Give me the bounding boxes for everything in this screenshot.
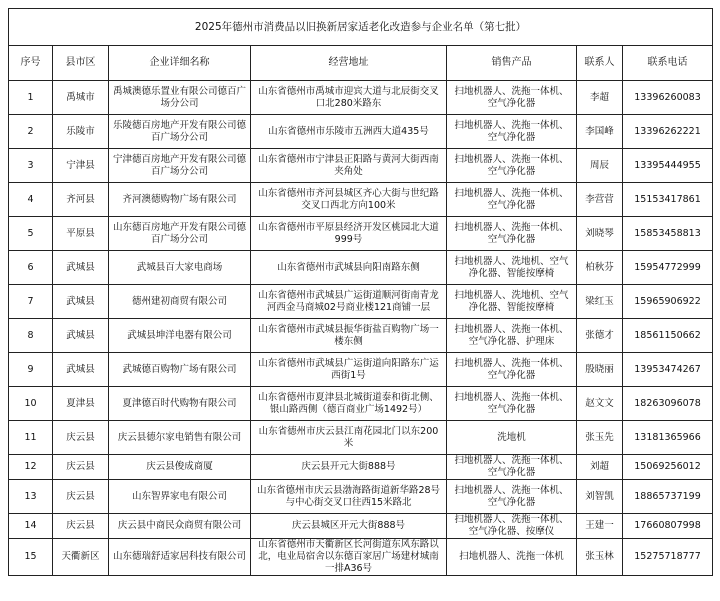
enterprise-list-table (8, 8, 713, 576)
cell-no: 13 (9, 480, 53, 514)
cell-address: 山东省德州市平原县经济开发区桃园北大道999号 (251, 217, 447, 251)
cell-products: 扫地机器人、洗拖一体机、空气净化器 (447, 81, 577, 115)
table-row (9, 251, 713, 285)
cell-company: 山东德百房地产开发有限公司德百广场分公司 (109, 217, 251, 251)
cell-address: 山东省德州市齐河县城区齐心大街与世纪路交叉口西北方向100米 (251, 183, 447, 217)
cell-contact: 王建一 (577, 514, 623, 539)
cell-no: 12 (9, 455, 53, 480)
cell-no: 8 (9, 319, 53, 353)
cell-county: 武城县 (53, 319, 109, 353)
table-row (9, 539, 713, 576)
cell-company: 夏津德百时代购物有限公司 (109, 387, 251, 421)
cell-county: 武城县 (53, 353, 109, 387)
cell-company: 宁津德百房地产开发有限公司德百广场分公司 (109, 149, 251, 183)
cell-contact: 殷晓丽 (577, 353, 623, 387)
cell-county: 武城县 (53, 251, 109, 285)
cell-products: 洗地机 (447, 421, 577, 455)
cell-no: 11 (9, 421, 53, 455)
cell-phone: 15965906922 (623, 285, 713, 319)
header-address: 经营地址 (251, 46, 447, 81)
cell-products: 扫地机器人、洗拖一体机 (447, 539, 577, 576)
cell-no: 9 (9, 353, 53, 387)
table-row (9, 81, 713, 115)
cell-phone: 13395444955 (623, 149, 713, 183)
cell-contact: 李超 (577, 81, 623, 115)
cell-county: 天衢新区 (53, 539, 109, 576)
cell-no: 2 (9, 115, 53, 149)
table-row (9, 514, 713, 539)
cell-county: 庆云县 (53, 421, 109, 455)
header-county: 县市区 (53, 46, 109, 81)
cell-products: 扫地机器人、洗地机、空气净化器、智能按摩椅 (447, 285, 577, 319)
cell-products: 扫地机器人、洗拖一体机、空气净化器 (447, 149, 577, 183)
table-row (9, 115, 713, 149)
title-row (9, 9, 713, 46)
cell-county: 禹城市 (53, 81, 109, 115)
cell-contact: 刘晓琴 (577, 217, 623, 251)
cell-products: 扫地机器人、洗拖一体机、空气净化器 (447, 183, 577, 217)
cell-no: 3 (9, 149, 53, 183)
cell-no: 1 (9, 81, 53, 115)
cell-products: 扫地机器人、洗拖一体机、空气净化器 (447, 387, 577, 421)
cell-address: 庆云县城区开元大街888号 (251, 514, 447, 539)
header-company: 企业详细名称 (109, 46, 251, 81)
table-row (9, 149, 713, 183)
cell-county: 乐陵市 (53, 115, 109, 149)
header-row (9, 46, 713, 81)
cell-phone: 15853458813 (623, 217, 713, 251)
cell-products: 扫地机器人、洗拖一体机、空气净化器、护理床 (447, 319, 577, 353)
cell-address: 山东省德州市天衢新区长河街道东风东路以北，电业局宿舍以东德百家居广场建材城南一排A36号 (251, 539, 447, 576)
header-products: 销售产品 (447, 46, 577, 81)
cell-products: 扫地机器人、洗拖一体机、空气净化器 (447, 480, 577, 514)
cell-address: 山东省德州市夏津县北城街道泰和街北侧、银山路西侧（德百商业广场1492号） (251, 387, 447, 421)
cell-contact: 张德才 (577, 319, 623, 353)
cell-phone: 15275718777 (623, 539, 713, 576)
cell-no: 7 (9, 285, 53, 319)
cell-contact: 李营营 (577, 183, 623, 217)
cell-county: 庆云县 (53, 514, 109, 539)
table-row (9, 455, 713, 480)
cell-address: 山东省德州市禹城市迎宾大道与北辰街交叉口北280米路东 (251, 81, 447, 115)
header-contact: 联系人 (577, 46, 623, 81)
cell-phone: 15153417861 (623, 183, 713, 217)
cell-products: 扫地机器人、洗拖一体机、空气净化器 (447, 217, 577, 251)
cell-company: 武城县百大家电商场 (109, 251, 251, 285)
cell-address: 庆云县开元大街888号 (251, 455, 447, 480)
cell-contact: 赵文文 (577, 387, 623, 421)
header-phone: 联系电话 (623, 46, 713, 81)
document-page (8, 8, 712, 576)
cell-county: 庆云县 (53, 480, 109, 514)
cell-phone: 13181365966 (623, 421, 713, 455)
cell-contact: 李国峰 (577, 115, 623, 149)
cell-contact: 周辰 (577, 149, 623, 183)
cell-products: 扫地机器人、洗拖一体机、空气净化器、按摩仪 (447, 514, 577, 539)
cell-phone: 13953474267 (623, 353, 713, 387)
cell-company: 山东智界家电有限公司 (109, 480, 251, 514)
cell-no: 5 (9, 217, 53, 251)
cell-company: 庆云县俊成商厦 (109, 455, 251, 480)
cell-phone: 18865737199 (623, 480, 713, 514)
cell-address: 山东省德州市庆云县江南花园北门以东200米 (251, 421, 447, 455)
cell-products: 扫地机器人、洗拖一体机、空气净化器 (447, 115, 577, 149)
cell-phone: 13396262221 (623, 115, 713, 149)
cell-address: 山东省德州市武城县广运街道顺河街南青龙河西金马商城02号商业楼121商铺一层 (251, 285, 447, 319)
cell-contact: 张玉先 (577, 421, 623, 455)
cell-company: 庆云县德尔家电销售有限公司 (109, 421, 251, 455)
cell-products: 扫地机器人、洗地机、空气净化器、智能按摩椅 (447, 251, 577, 285)
table-row (9, 387, 713, 421)
cell-company: 禹城澳德乐置业有限公司德百广场分公司 (109, 81, 251, 115)
cell-phone: 18263096078 (623, 387, 713, 421)
cell-company: 武城德百购物广场有限公司 (109, 353, 251, 387)
cell-products: 扫地机器人、洗拖一体机、空气净化器 (447, 353, 577, 387)
cell-company: 乐陵德百房地产开发有限公司德百广场分公司 (109, 115, 251, 149)
cell-company: 庆云县中商民众商贸有限公司 (109, 514, 251, 539)
cell-contact: 刘智凯 (577, 480, 623, 514)
cell-products: 扫地机器人、洗拖一体机、空气净化器 (447, 455, 577, 480)
cell-phone: 15954772999 (623, 251, 713, 285)
cell-no: 4 (9, 183, 53, 217)
cell-county: 平原县 (53, 217, 109, 251)
cell-phone: 17660807998 (623, 514, 713, 539)
cell-address: 山东省德州市乐陵市五洲西大道435号 (251, 115, 447, 149)
cell-address: 山东省德州市武城县向阳南路东侧 (251, 251, 447, 285)
cell-no: 6 (9, 251, 53, 285)
table-row (9, 183, 713, 217)
table-row (9, 319, 713, 353)
cell-phone: 15069256012 (623, 455, 713, 480)
cell-company: 山东德瑞舒适家居科技有限公司 (109, 539, 251, 576)
cell-address: 山东省德州市庆云县渤海路街道新华路28号与中心街交叉口往西15米路北 (251, 480, 447, 514)
table-row (9, 217, 713, 251)
cell-phone: 13396260083 (623, 81, 713, 115)
table-row (9, 285, 713, 319)
cell-county: 夏津县 (53, 387, 109, 421)
cell-no: 14 (9, 514, 53, 539)
cell-county: 齐河县 (53, 183, 109, 217)
cell-contact: 柏秋芬 (577, 251, 623, 285)
cell-address: 山东省德州市武城县广运街道向阳路东广运西街1号 (251, 353, 447, 387)
table-row (9, 421, 713, 455)
cell-contact: 梁红玉 (577, 285, 623, 319)
cell-company: 齐河澳德购物广场有限公司 (109, 183, 251, 217)
cell-phone: 18561150662 (623, 319, 713, 353)
cell-company: 武城县坤洋电器有限公司 (109, 319, 251, 353)
cell-contact: 张玉林 (577, 539, 623, 576)
table-row (9, 480, 713, 514)
cell-contact: 刘超 (577, 455, 623, 480)
cell-address: 山东省德州市宁津县正阳路与黄河大街西南夹角处 (251, 149, 447, 183)
header-no: 序号 (9, 46, 53, 81)
cell-address: 山东省德州市武城县振华街盐百购物广场一楼东侧 (251, 319, 447, 353)
cell-county: 宁津县 (53, 149, 109, 183)
cell-company: 德州建初商贸有限公司 (109, 285, 251, 319)
cell-county: 武城县 (53, 285, 109, 319)
cell-county: 庆云县 (53, 455, 109, 480)
table-title: 2025年德州市消费品以旧换新居家适老化改造参与企业名单（第七批） (9, 9, 713, 46)
cell-no: 10 (9, 387, 53, 421)
cell-no: 15 (9, 539, 53, 576)
table-row (9, 353, 713, 387)
